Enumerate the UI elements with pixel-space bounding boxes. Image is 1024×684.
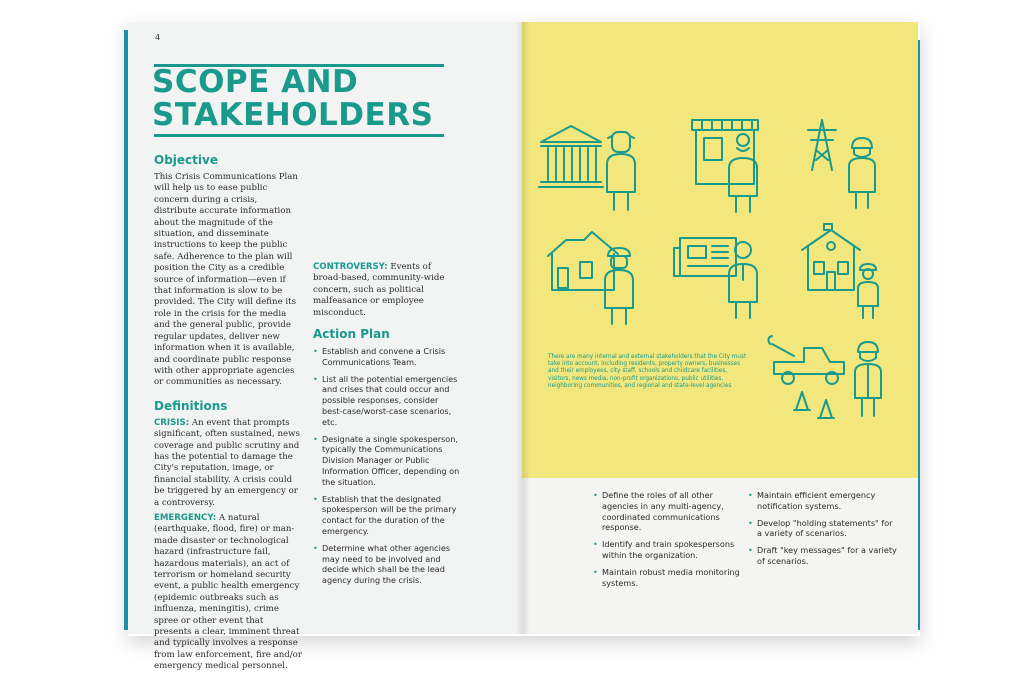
person-icon (856, 262, 880, 320)
list-item: • List all the potential emergencies and crises that could occur and possible responses, consider best-case/worst-case scenarios, etc. (313, 374, 461, 428)
emergency-term: EMERGENCY: (154, 512, 217, 523)
controversy-text: Events of broad-based, community-wide concern, such as political malfeasance or employee misconduct. (313, 262, 445, 318)
stakeholders-caption: There are many internal and external stakeholders that the City must take into account, including residents, property owners, businesses and their employees, city staff, schools and childcare facilities, visitors, news media, non-profit organizations, public utilities, neighboring communities, and regional and state-level agencies (548, 354, 747, 389)
list-item: • Develop "holding statements" for a variety of scenarios. (748, 518, 900, 540)
list-item: • Draft "key messages" for a variety of scenarios. (748, 545, 900, 567)
list-item: • Identify and train spokespersons within the organization. (593, 539, 745, 561)
objective-heading: Objective (154, 153, 218, 167)
title-rule-bottom (154, 134, 444, 137)
person-icon (602, 246, 636, 326)
worker-icon (852, 340, 884, 418)
list-item: • Establish and convene a Crisis Communications Team. (313, 346, 461, 368)
worker-icon (846, 136, 878, 210)
person-icon (604, 130, 638, 212)
crisis-term: CRISIS: (154, 417, 190, 428)
government-building-icon (538, 124, 604, 190)
list-item: • Determine what other agencies may need to be involved and decide which shall be the lead agency during the crisis. (313, 543, 461, 586)
middle-column (313, 262, 461, 592)
right-list-1 (593, 490, 745, 588)
crisis-definition (154, 418, 302, 509)
list-item: • Establish that the designated spokesperson will be the primary contact for the duration of the emergency. (313, 494, 461, 537)
schoolhouse-icon (800, 222, 862, 292)
right-list-2 (748, 490, 900, 567)
list-item: • Maintain efficient emergency notification systems. (748, 490, 900, 512)
action-plan-heading: Action Plan (313, 327, 390, 342)
person-icon (725, 240, 761, 320)
person-icon (725, 132, 761, 214)
emergency-definition (154, 513, 302, 673)
page-number: 4 (155, 33, 161, 42)
left-column (154, 153, 302, 675)
list-item: • Maintain robust media monitoring systems. (593, 567, 745, 589)
list-item: • Define the roles of all other agencies in any multi-agency, coordinated communications response. (593, 490, 745, 533)
right-column-2 (748, 490, 900, 573)
page-title (152, 66, 452, 132)
definitions-heading: Definitions (154, 398, 228, 413)
emergency-text: A natural (earthquake, flood, fire) or man-made disaster or technological hazard (infrastructure fail, hazardous materials), an act of terrorism or homeland security event, a public health emergency (epidemic outbreaks such as influenza, meningitis), crime spree or other event that presents a clear, imminent threat and typically involves a response from law enforcement, fire and/or emergency medical personnel. (154, 512, 302, 672)
list-item: • Designate a single spokesperson, typically the Communications Division Manager or Public Information Officer, depending on the situation. (313, 434, 461, 488)
crisis-text: An event that prompts significant, often sustained, news coverage and public scrutiny and has the potential to damage the City's reputation, image, or financial stability. A crisis could be triggered by an emergency or a controversy. (154, 417, 300, 508)
controversy-definition (313, 262, 461, 319)
traffic-cone-icon (792, 390, 840, 420)
title-line-2: STAKEHOLDERS (152, 97, 434, 133)
controversy-term: CONTROVERSY: (313, 262, 388, 272)
right-column-1 (593, 490, 745, 594)
tow-truck-icon (764, 334, 854, 388)
spine-fold (516, 22, 530, 634)
objective-text: This Crisis Communications Plan will help us to ease public concern during a crisis, distribute accurate information about the magnitude of the situation, and disseminate instructions to keep the public safe. Adherence to the plan will position the City as a credible source of information—even if that information is slow to be provided. The City will define its role in the crisis for the media and the general public, provide regular updates, deliver new information when it is available, and coordinate public response with other appropriate agencies or communities as necessary. (154, 172, 298, 388)
action-plan-list (313, 346, 461, 586)
title-line-1: SCOPE AND (152, 64, 359, 100)
power-tower-icon (806, 118, 838, 172)
